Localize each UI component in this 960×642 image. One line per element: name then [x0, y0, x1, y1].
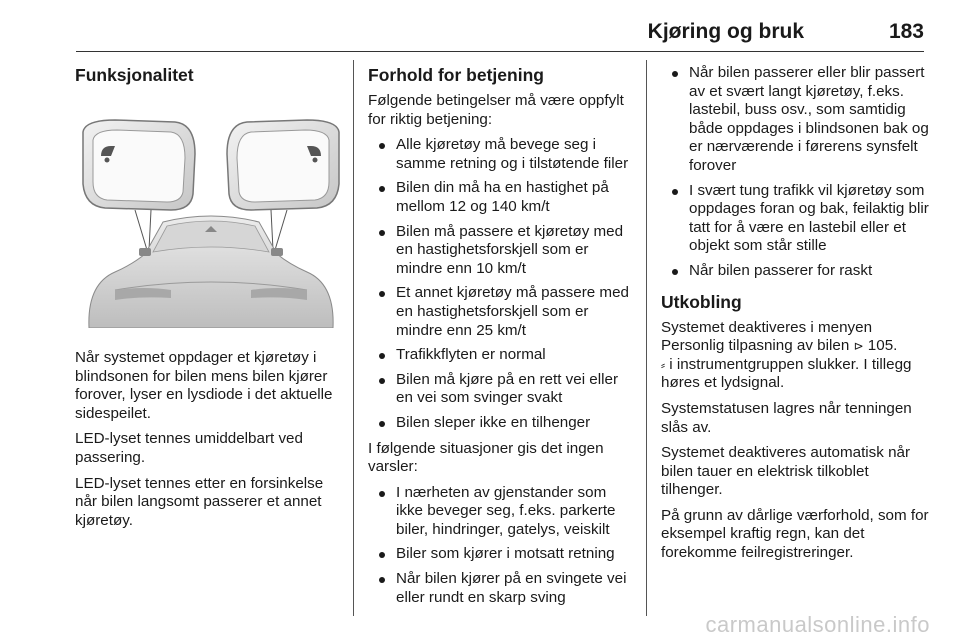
list-item-text: Når bilen passerer for raskt — [689, 261, 873, 279]
list-item — [368, 136, 636, 173]
list-item-text: Et annet kjøretøy må passere med en hastighetsforskjell som er mindre enn 25 km/t — [396, 284, 629, 339]
column-3 — [661, 64, 929, 570]
list-item-text: I nærheten av gjenstander som ikke beveger seg, f.eks. parkerte biler, hindringer, gatelys, veiskilt — [396, 483, 616, 538]
header-divider — [76, 51, 924, 52]
list-item-text: Bilen må passere et kjøretøy med en hastighetsforskjell som er mindre enn 10 km/t — [396, 222, 624, 277]
list-item-text: Bilen må kjøre på en rett vei eller en vei som svinger svakt — [396, 370, 618, 407]
bullet-icon — [379, 577, 385, 583]
paragraph: LED-lyset tennes etter en forsinkelse når bilen langsomt passerer et annet kjøretøy. — [75, 474, 324, 529]
bullet-icon — [379, 291, 385, 297]
no-warning-list-continued — [661, 64, 929, 281]
conditions-list — [368, 136, 636, 432]
list-item — [368, 484, 636, 540]
bullet-icon — [379, 353, 385, 359]
section-heading-operating-conditions: Forhold for betjening — [368, 65, 544, 85]
paragraph: På grunn av dårlige værforhold, som for eksempel kraftig regn, kan det forekomme feilregistreringer. — [661, 506, 929, 562]
car-rear-graphic — [89, 216, 333, 328]
list-item-text: I svært tung trafikk vil kjøretøy som oppdages foran og bak, feilaktig blir tatt for å være en lastebil eller et objekt som står stille — [689, 181, 929, 255]
page-reference-link[interactable]: 105. — [867, 337, 898, 355]
list-item — [368, 371, 636, 408]
column-1 — [75, 64, 347, 537]
section-heading-functionality: Funksjonalitet — [75, 65, 194, 85]
blind-spot-mirror-illustration — [75, 114, 347, 328]
list-item — [661, 262, 929, 281]
watermark: carmanualsonline.info — [705, 612, 930, 637]
paragraph: LED-lyset tennes umiddelbart ved passering. — [75, 430, 303, 466]
list-item — [368, 179, 636, 216]
list-item — [368, 545, 636, 564]
bullet-icon — [379, 186, 385, 192]
list-item-text: Når bilen kjører på en svingete vei eller rundt en skarp sving — [396, 570, 627, 606]
bullet-icon — [379, 421, 385, 427]
no-warning-list — [368, 484, 636, 608]
section-heading-deactivation: Utkobling — [661, 291, 742, 312]
bullet-icon — [379, 230, 385, 236]
bullet-icon — [379, 378, 385, 384]
right-mirror-graphic — [227, 120, 339, 210]
bullet-icon — [379, 143, 385, 149]
list-item-text: Bilen sleper ikke en tilhenger — [396, 413, 591, 431]
column-divider — [353, 60, 354, 616]
list-item — [661, 64, 929, 176]
list-item-text: Alle kjøretøy må bevege seg i samme retning og i tilstøtende filer — [396, 136, 629, 172]
bullet-icon — [379, 552, 385, 558]
column-2 — [368, 64, 636, 614]
paragraph-text: Systemet deaktiveres i menyen Personlig tilpasning av bilen — [661, 318, 873, 355]
list-item-text: Når bilen passerer eller blir passert av et svært langt kjøretøy, f.eks. lastebil, buss osv., som samtidig både oppdages i blindsonen bak og er nærværende i førerens synsfelt forover — [689, 64, 929, 174]
bullet-icon — [672, 71, 678, 77]
list-item — [368, 223, 636, 279]
list-item — [368, 570, 636, 607]
column-divider — [646, 60, 647, 616]
page-number: 183 — [888, 20, 924, 43]
paragraph: Systemet deaktiveres automatisk når bilen tauer en elektrisk tilkoblet tilhenger. — [661, 444, 911, 499]
paragraph: I følgende situasjoner gis det ingen varsler: — [368, 439, 604, 476]
paragraph: Når systemet oppdager et kjøretøy i blindsonen for bilen mens bilen kjører forover, lyser en lysdiode i det aktuelle sidespeilet. — [75, 349, 333, 422]
list-item — [368, 284, 636, 340]
list-item-text: Biler som kjører i motsatt retning — [396, 545, 615, 563]
list-item — [368, 346, 636, 365]
paragraph: Systemstatusen lagres når tenningen slås av. — [661, 399, 912, 436]
bullet-icon — [379, 491, 385, 497]
list-item — [368, 414, 636, 433]
paragraph-text: i instrumentgruppen slukker. I tillegg høres et lydsignal. — [661, 355, 912, 392]
page-header-title: Kjøring og bruk — [647, 20, 804, 43]
page-reference-arrow-icon: ⊳ — [853, 339, 864, 354]
left-mirror-graphic — [83, 120, 195, 210]
bullet-icon — [672, 269, 678, 275]
bullet-icon — [672, 189, 678, 195]
paragraph — [661, 319, 929, 393]
paragraph: Følgende betingelser må være oppfylt for riktig betjening: — [368, 92, 624, 128]
list-item-text: Trafikkflyten er normal — [396, 346, 546, 364]
list-item-text: Bilen din må ha en hastighet på mellom 12 og 140 km/t — [396, 179, 609, 215]
blind-spot-indicator-icon: ⸗ — [661, 357, 665, 372]
list-item — [661, 182, 929, 256]
